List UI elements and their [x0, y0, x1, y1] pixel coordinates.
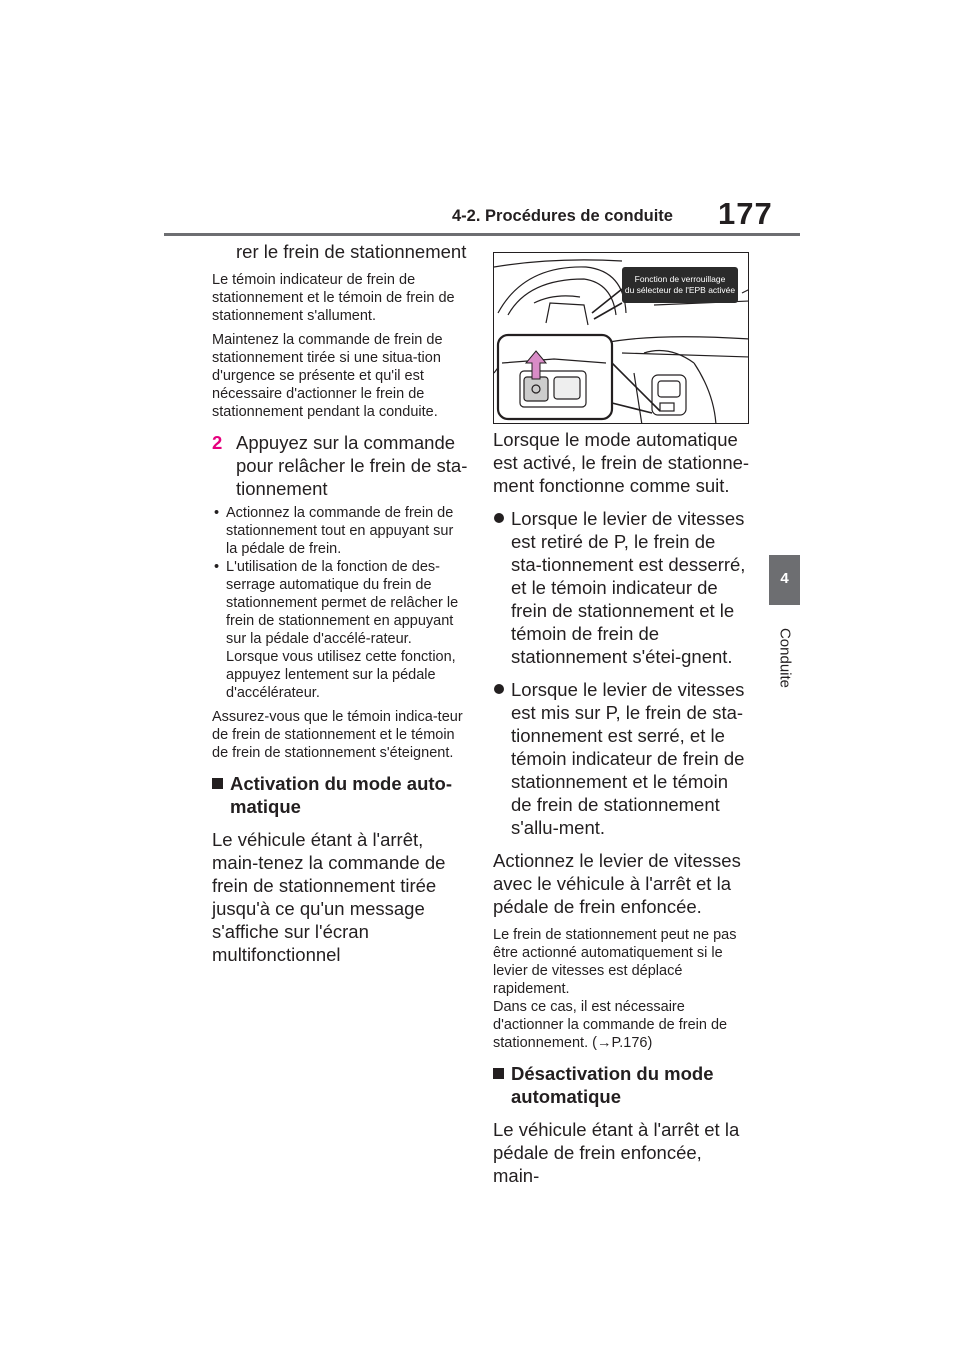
chapter-tab: [769, 555, 800, 605]
body-paragraph: Lorsque le mode automatique est activé, le frein de stationne-ment fonctionne comme suit.: [493, 429, 750, 496]
illustration: [493, 252, 749, 424]
bullet-icon: [494, 684, 504, 694]
note-paragraph: Assurez-vous que le témoin indica-teur de frein de stationnement et le témoin de frein de stationnement s'éteignent.: [212, 709, 463, 761]
heading-text: Activation du mode auto-matique: [230, 773, 452, 817]
callout-line: Fonction de verrouillage: [634, 274, 726, 284]
step-text: Appuyez sur la commande pour relâcher le frein de sta-tionnement: [236, 432, 468, 499]
list-item: [493, 507, 751, 668]
note-paragraph: Le frein de stationnement peut ne pas être actionné automatiquement si le levier de vitesses est déplacé rapidement.: [493, 927, 737, 997]
note-paragraph: Dans ce cas, il est nécessaire d'actionner la commande de frein de stationnement. (→P.176): [493, 999, 728, 1051]
right-column: [493, 428, 751, 1187]
bullet-list: [212, 504, 468, 702]
body-paragraph: Le véhicule étant à l'arrêt et la pédale de frein enfoncée, main-: [493, 1119, 740, 1186]
list-item: • Actionnez la commande de frein de stationnement tout en appuyant sur la pédale de frein.: [212, 504, 468, 558]
square-bullet-icon: [493, 1068, 504, 1079]
chapter-label-text: Conduite: [776, 627, 794, 689]
chapter-label: [772, 618, 798, 698]
step-2: [212, 431, 468, 500]
section-heading: [212, 772, 468, 818]
list-item-text: Lorsque le levier de vitesses est retiré de P, le frein de sta-tionnement est desserré, et le témoin indicateur de frein de stationnement et le témoin de frein de stationnement s'étei-gnent.: [511, 508, 746, 667]
section-title: 4-2. Procédures de conduite: [452, 207, 673, 225]
step1-continuation: rer le frein de stationnement: [236, 241, 467, 262]
left-column: [212, 240, 468, 966]
section-heading: [493, 1062, 751, 1108]
list-item: • L'utilisation de la fonction de des-serrage automatique du frein de stationnement permet de relâcher le frein de stationnement en appuyant sur la pédale d'accélé-rateur. Lorsque vous utilisez cette fonction, appuyez lentement sur la pédale d'accélérateur.: [212, 558, 468, 702]
heading-text: Désactivation du mode automatique: [511, 1063, 714, 1107]
list-item-text: Lorsque le levier de vitesses est mis sur P, le frein de sta-tionnement est serré, et le témoin indicateur de frein de stationnement et le témoin de frein de stationnement s'allu-ment.: [511, 679, 745, 838]
note-paragraph: Le témoin indicateur de frein de stationnement et le témoin de frein de stationnement s'allument.: [212, 272, 455, 324]
chapter-number: 4: [780, 570, 789, 587]
bullet-icon: [494, 513, 504, 523]
list-item: [493, 678, 751, 839]
callout-label: [622, 267, 738, 303]
page-number: 177: [718, 196, 773, 231]
header-rule: [164, 233, 800, 236]
callout-line: du sélecteur de l'EPB activée: [624, 285, 736, 295]
body-paragraph: Actionnez le levier de vitesses avec le véhicule à l'arrêt et la pédale de frein enfoncée.: [493, 850, 741, 917]
note-paragraph: Maintenez la commande de frein de stationnement tirée si une situa-tion d'urgence se présente et qu'il est nécessaire d'actionner le frein de stationnement pendant la conduite.: [212, 332, 443, 420]
square-bullet-icon: [212, 778, 223, 789]
body-paragraph: Le véhicule étant à l'arrêt, main-tenez la commande de frein de stationnement tirée jusqu'à ce qu'un message s'affiche sur l'écran multifonctionnel: [212, 829, 446, 965]
step-number: 2: [212, 432, 223, 453]
